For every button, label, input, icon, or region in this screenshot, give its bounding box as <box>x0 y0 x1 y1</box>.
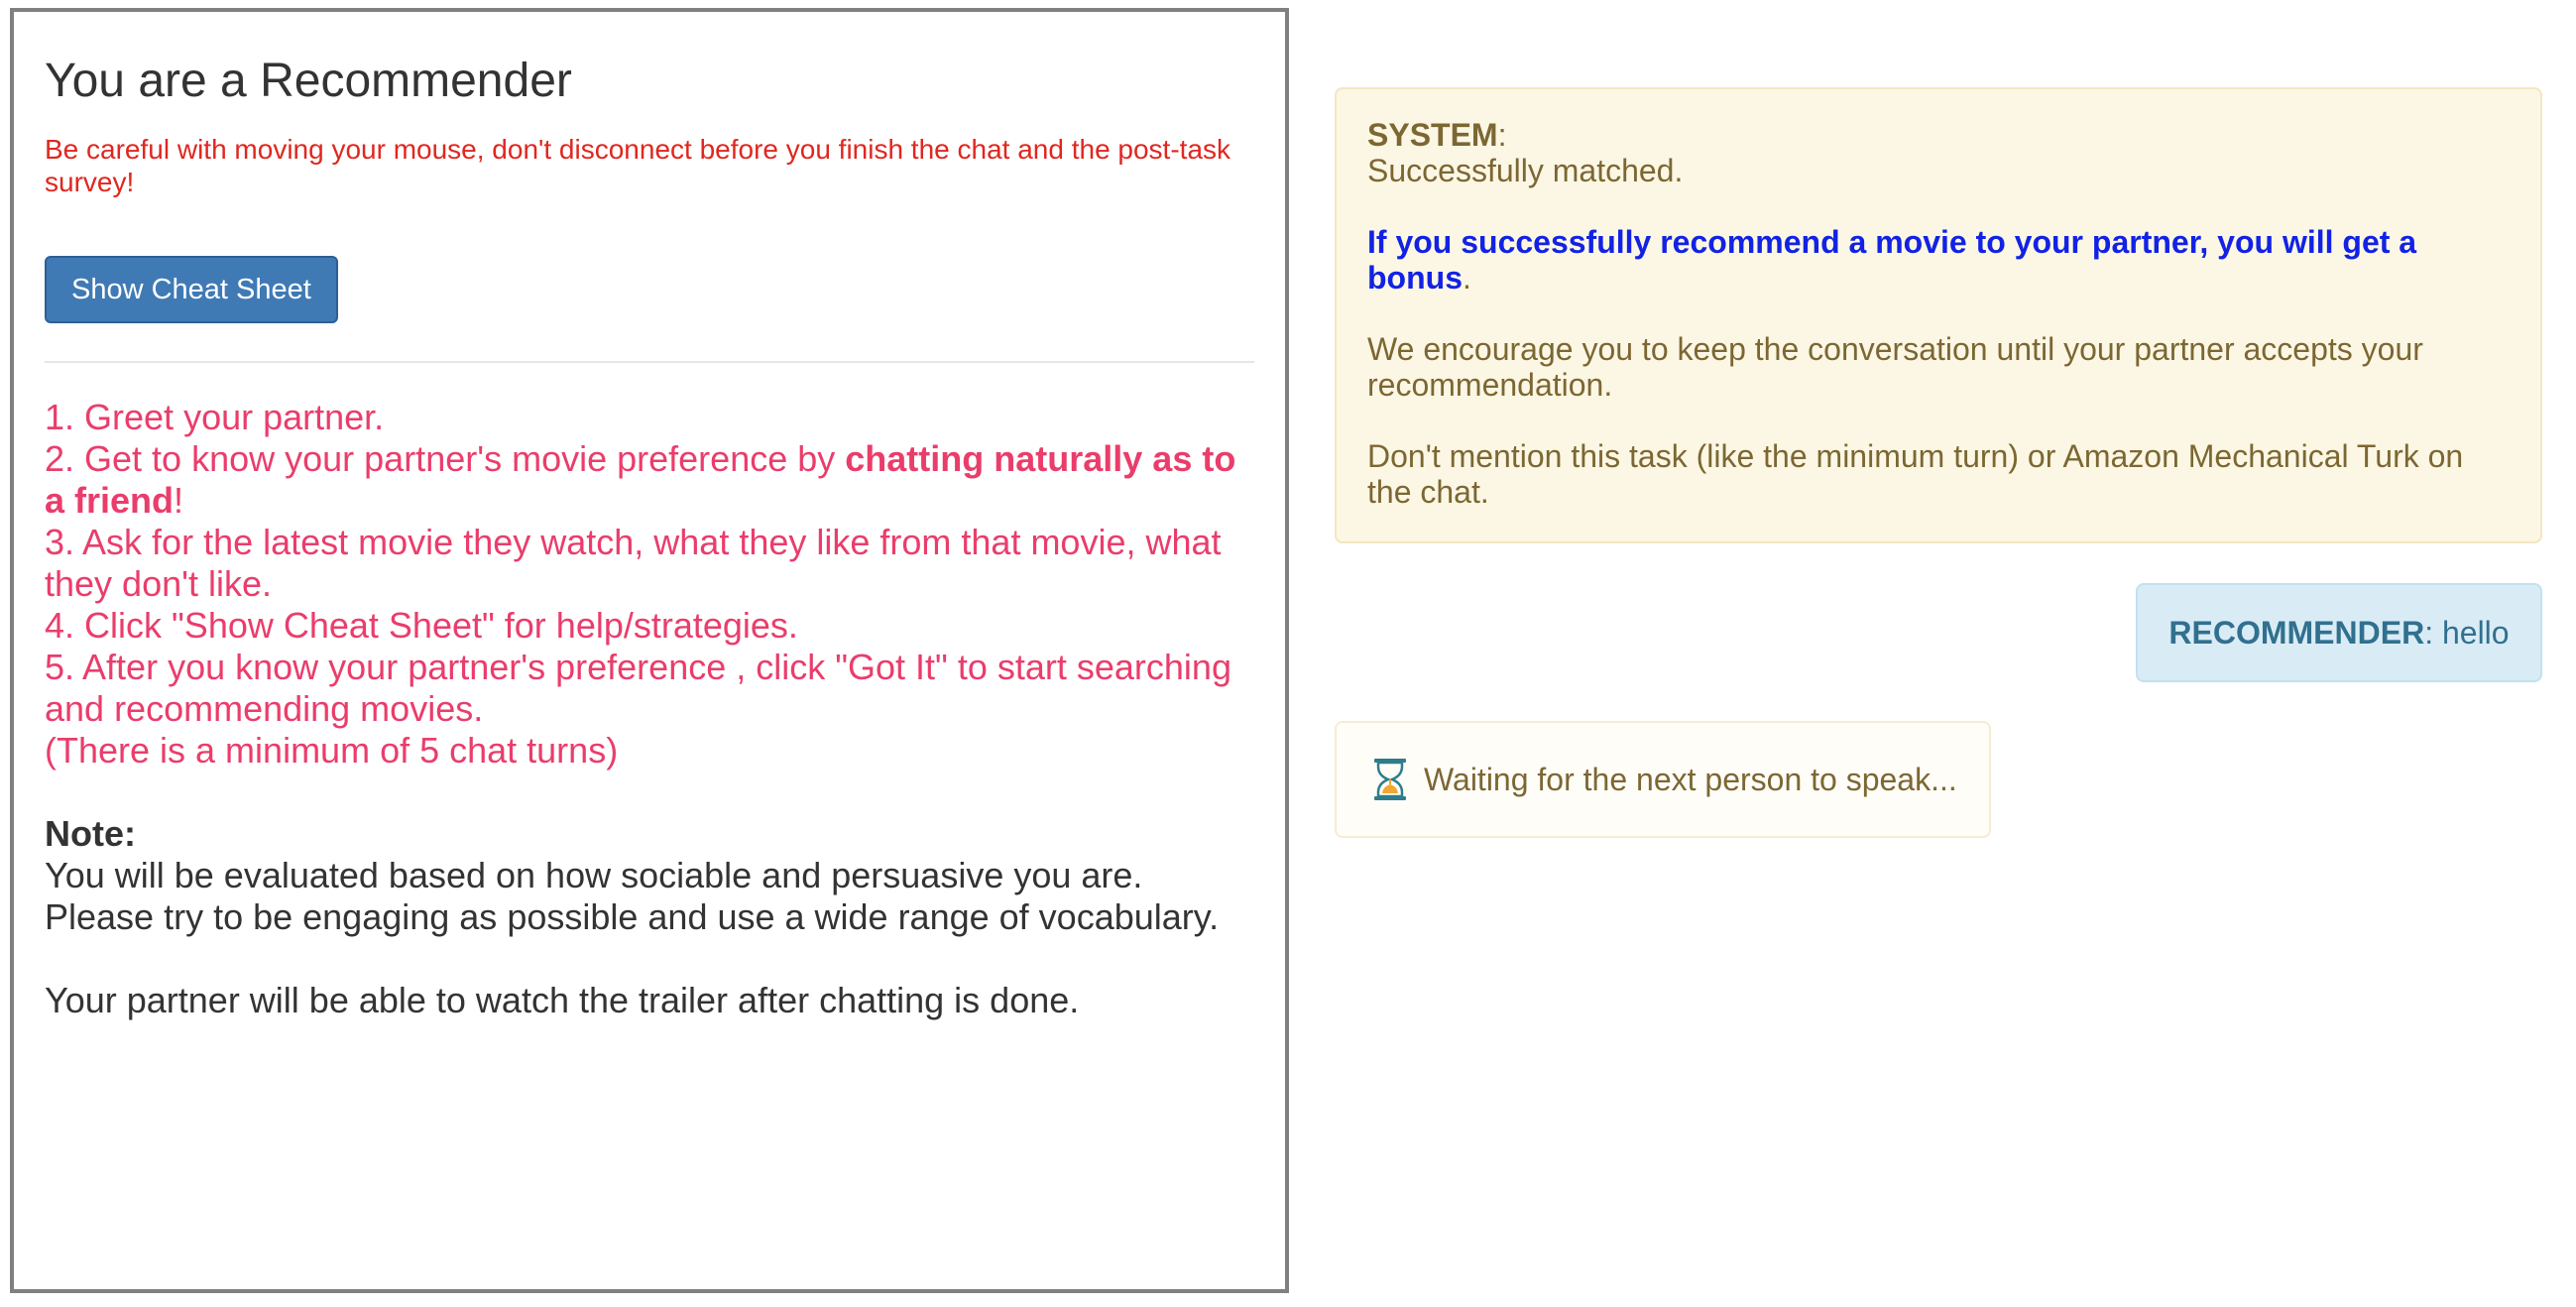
warning-text: Be careful with moving your mouse, don't disconnect before you finish the chat and the post-task survey! <box>45 134 1231 197</box>
show-cheat-sheet-button[interactable]: Show Cheat Sheet <box>45 256 338 323</box>
hourglass-icon <box>1372 758 1408 801</box>
task-instructions-panel <box>10 8 1289 1293</box>
step-3: 3. Ask for the latest movie they watch, what they like from that movie, what they don't like. <box>45 522 1222 604</box>
step-2-end: ! <box>174 480 184 521</box>
mention-warning-text: Don't mention this task (like the minimum turn) or Amazon Mechanical Turk on the chat. <box>1367 438 2464 510</box>
encourage-text: We encourage you to keep the conversation until your partner accepts your recommendation. <box>1367 331 2423 403</box>
step-2-emphasis: chatting naturally as to a friend <box>45 438 1236 521</box>
matched-text: Successfully matched. <box>1367 153 1684 188</box>
bonus-text: If you successfully recommend a movie to your partner, you will get a bonus <box>1367 224 2417 296</box>
note-paragraph-1: You will be evaluated based on how sociable and persuasive you are. Please try to be engaging as possible and use a wide range of vocabulary. <box>45 855 1220 937</box>
evaluation-note <box>45 813 1254 1021</box>
page-title: You are a Recommender <box>45 55 572 107</box>
system-label: SYSTEM <box>1367 117 1498 153</box>
note-title: Note: <box>45 813 136 854</box>
step-1: 1. Greet your partner. <box>45 397 385 437</box>
bonus-period: . <box>1462 260 1471 296</box>
system-colon: : <box>1497 117 1507 153</box>
step-2-text: 2. Get to know your partner's movie preference by <box>45 438 846 479</box>
message-text: : hello <box>2424 615 2510 651</box>
divider <box>45 361 1254 363</box>
system-message <box>1335 87 2542 543</box>
minimum-turns-note: (There is a minimum of 5 chat turns) <box>45 730 619 771</box>
step-4: 4. Click "Show Cheat Sheet" for help/strategies. <box>45 605 798 646</box>
waiting-indicator <box>1335 721 1991 838</box>
bonus-paragraph <box>1367 224 2510 296</box>
instruction-steps <box>45 397 1254 772</box>
message-sender: RECOMMENDER <box>2168 615 2425 651</box>
note-paragraph-2: Your partner will be able to watch the trailer after chatting is done. <box>45 980 1080 1020</box>
waiting-text: Waiting for the next person to speak... <box>1424 761 1957 797</box>
step-5: 5. After you know your partner's preference , click "Got It" to start searching and recommending movies. <box>45 647 1231 729</box>
chat-message-recommender <box>2136 583 2542 682</box>
system-header <box>1367 117 2510 153</box>
step-2 <box>45 438 1254 522</box>
